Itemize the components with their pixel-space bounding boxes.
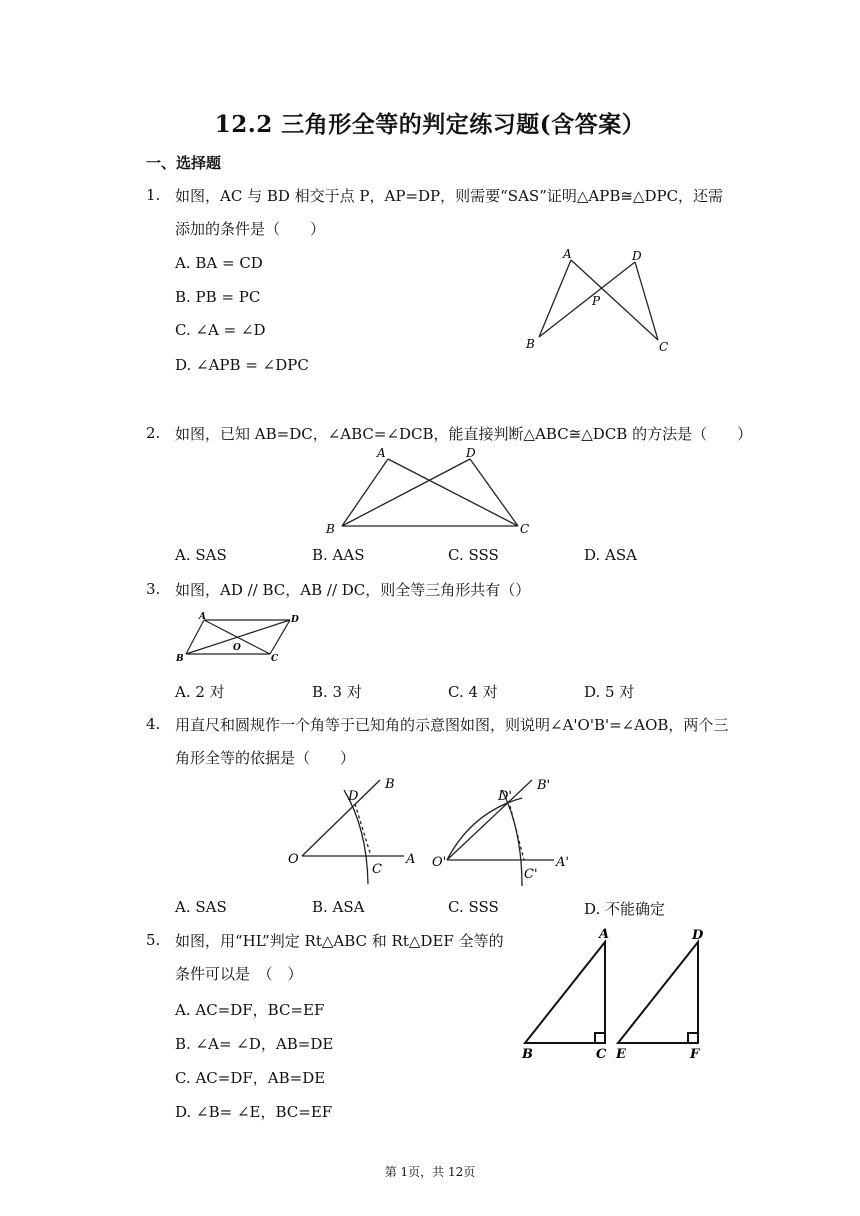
q1-label-p: P bbox=[592, 294, 601, 308]
q5-label-e: E bbox=[616, 1047, 626, 1062]
q2-stem: 如图，已知 AB=DC，∠ABC=∠DCB，能直接判断△ABC≅△DCB 的方法是（ ） bbox=[175, 425, 753, 443]
q4-label-o-prime: O' bbox=[432, 855, 447, 870]
q4-label-a-prime: A' bbox=[556, 855, 569, 870]
q2-option-d: D. ASA bbox=[584, 546, 637, 564]
q4-number: 4. bbox=[146, 715, 161, 733]
q5-option-d: D. ∠B= ∠E，BC=EF bbox=[175, 1103, 333, 1121]
q4-option-b: B. ASA bbox=[312, 898, 365, 916]
q5-label-f: F bbox=[690, 1047, 700, 1062]
q4-label-c: C bbox=[372, 862, 382, 877]
q5-label-c: C bbox=[596, 1047, 607, 1062]
q4-label-o: O bbox=[288, 852, 299, 867]
q5-option-b: B. ∠A= ∠D，AB=DE bbox=[175, 1035, 334, 1053]
q5-number: 5. bbox=[146, 931, 161, 949]
q4-option-a: A. SAS bbox=[175, 898, 227, 916]
q5-stem-line1: 如图，用“HL”判定 Rt△ABC 和 Rt△DEF 全等的 bbox=[175, 932, 504, 950]
q3-label-o: O bbox=[233, 643, 241, 653]
q1-label-a: A bbox=[563, 247, 572, 261]
q4-option-c: C. SSS bbox=[448, 898, 499, 916]
q2-label-b: B bbox=[326, 522, 335, 536]
q4-label-d-prime: D' bbox=[498, 789, 512, 804]
q1-stem-line1: 如图，AC 与 BD 相交于点 P，AP=DP，则需要“SAS”证明△APB≅△DPC，还需 bbox=[175, 187, 724, 205]
q3-label-b: B bbox=[176, 654, 184, 664]
q3-label-c: C bbox=[271, 654, 279, 664]
q4-label-a: A bbox=[406, 852, 416, 867]
q2-number: 2. bbox=[146, 424, 161, 442]
q1-stem-line2: 添加的条件是（ ） bbox=[175, 220, 326, 238]
q5-label-b: B bbox=[522, 1047, 533, 1062]
q1-option-b: B. PB = PC bbox=[175, 288, 261, 306]
q3-number: 3. bbox=[146, 580, 161, 598]
q2-label-c: C bbox=[520, 522, 530, 536]
q4-label-b: B bbox=[385, 777, 395, 792]
q2-option-b: B. AAS bbox=[312, 546, 365, 564]
q3-option-d: D. 5 对 bbox=[584, 683, 635, 701]
q2-option-c: C. SSS bbox=[448, 546, 499, 564]
q3-option-b: B. 3 对 bbox=[312, 683, 362, 701]
q5-option-c: C. AC=DF，AB=DE bbox=[175, 1069, 326, 1087]
section-heading: 一、选择题 bbox=[146, 154, 222, 172]
q1-option-a: A. BA = CD bbox=[175, 254, 263, 272]
page-title: 12.2 三角形全等的判定练习题(含答案） bbox=[214, 111, 646, 138]
q4-option-d: D. 不能确定 bbox=[584, 900, 666, 918]
page-footer: 第 1页，共 12页 bbox=[384, 1165, 476, 1179]
q5-stem-line2: 条件可以是 （ ） bbox=[175, 965, 303, 983]
q4-figure bbox=[282, 770, 582, 888]
q5-option-a: A. AC=DF，BC=EF bbox=[175, 1001, 325, 1019]
q2-label-a: A bbox=[377, 446, 386, 460]
q1-label-c: C bbox=[659, 340, 669, 354]
q1-option-c: C. ∠A = ∠D bbox=[175, 321, 266, 339]
q5-label-d: D bbox=[692, 928, 704, 943]
q3-option-c: C. 4 对 bbox=[448, 683, 498, 701]
q2-label-d: D bbox=[466, 446, 476, 460]
q4-label-c-prime: C' bbox=[524, 867, 538, 882]
q5-label-a: A bbox=[599, 927, 610, 942]
q3-figure bbox=[172, 608, 307, 666]
q2-option-a: A. SAS bbox=[175, 546, 227, 564]
q5-figure bbox=[515, 922, 720, 1062]
q3-option-a: A. 2 对 bbox=[175, 683, 225, 701]
q1-figure bbox=[515, 242, 680, 357]
q3-label-a: A bbox=[199, 612, 206, 622]
q4-stem-line2: 角形全等的依据是（ ） bbox=[175, 749, 356, 767]
q4-label-b-prime: B' bbox=[537, 778, 551, 793]
q1-label-d: D bbox=[632, 249, 642, 263]
q2-figure bbox=[320, 443, 535, 538]
q3-label-d: D bbox=[291, 615, 299, 625]
q1-option-d: D. ∠APB = ∠DPC bbox=[175, 356, 309, 374]
q3-stem: 如图，AD // BC，AB // DC，则全等三角形共有（） bbox=[175, 581, 531, 599]
q4-stem-line1: 用直尺和圆规作一个角等于已知角的示意图如图，则说明∠A'O'B'=∠AOB，两个三 bbox=[175, 716, 729, 734]
q4-label-d: D bbox=[348, 789, 359, 804]
q1-number: 1. bbox=[146, 186, 161, 204]
q1-label-b: B bbox=[526, 337, 535, 351]
